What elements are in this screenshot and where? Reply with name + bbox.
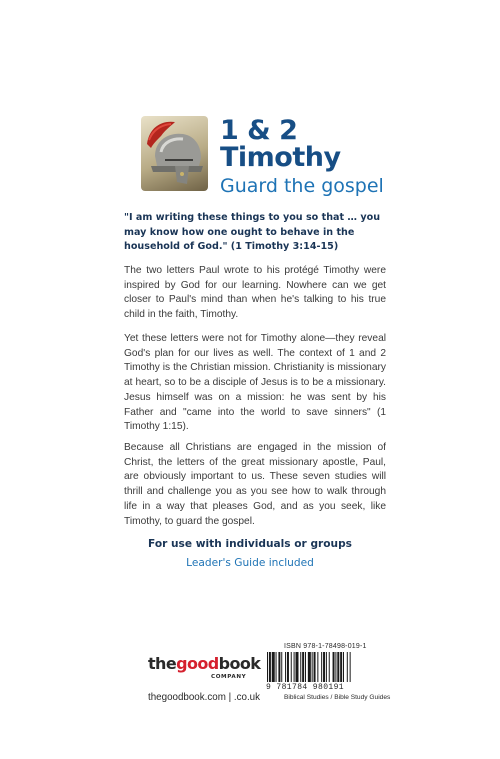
roman-helmet-image [141, 116, 208, 191]
leader-guide-note: Leader's Guide included [186, 557, 314, 569]
barcode-bar [335, 652, 336, 682]
barcode-bar [337, 652, 339, 682]
description-paragraph: Because all Christians are engaged in the mission of Christ, the letters of the great missionary apostle, Paul, are obviously important to us. These seven studies will thrill and challenge you as you see how to walk through life in a way that pleases God, and as you seek, like Timothy, to guard the gospel. [124, 442, 386, 527]
title-number: 1 & 2 [220, 115, 298, 146]
publisher-logo [148, 655, 268, 695]
barcode-bar [285, 652, 286, 682]
logo-the: the [148, 654, 177, 673]
barcode-bar [329, 652, 330, 682]
book-subtitle: Guard the gospel [220, 175, 384, 197]
barcode-bar [333, 652, 335, 682]
barcode-bar [340, 652, 342, 682]
description-paragraph: The two letters Paul wrote to his protégé Timothy were inspired by God for our learning. Nowhere can we get closer to Paul's mind than when he's talking to his true child in the faith, Timothy. [124, 265, 386, 321]
barcode-bar [308, 652, 311, 682]
barcode-bar [269, 652, 271, 682]
barcode-bar [323, 652, 325, 682]
description-paragraph: Yet these letters were not for Timothy alone—they reveal God's plan for our lives as well. The context of 1 and 2 Timothy is the Christian mission. Christianity is missionary at heart, so to be a disciple of Jesus is to be a missionary. Jesus himself was on a mission: he was sent by his Father and "came into the world to save sinners" (1 Timothy 1:15). [124, 333, 386, 433]
logo-book: book [218, 654, 261, 673]
audience-note: For use with individuals or groups [148, 538, 352, 550]
scripture-quote: "I am writing these things to you so that … you may know how one ought to behave in the household of God." (1 Timothy 3:14-15) [124, 212, 381, 252]
barcode-bar [291, 652, 292, 682]
isbn-label: ISBN 978-1-78498-019-1 [284, 643, 367, 650]
barcode-bar [317, 652, 318, 682]
barcode-bar [302, 652, 304, 682]
barcode-bar [267, 652, 268, 682]
barcode-bar [314, 652, 316, 682]
barcode-bar [300, 652, 301, 682]
barcode-bar [305, 652, 306, 682]
barcode-bar [326, 652, 327, 682]
publisher-website: thegoodbook.com | .co.uk [148, 692, 261, 703]
book-title: Timothy [220, 142, 341, 173]
barcode-digits: 9 781784 980191 [266, 683, 345, 692]
barcode-bar [281, 652, 282, 682]
barcode-bar [294, 652, 295, 682]
barcode-bar [347, 652, 348, 682]
logo-good: good [176, 654, 219, 673]
book-category: Biblical Studies / Bible Study Guides [284, 694, 391, 701]
barcode-bar [321, 652, 322, 682]
barcode-bar [278, 652, 280, 682]
barcode-bar [312, 652, 313, 682]
barcode-bar [296, 652, 299, 682]
logo-company: COMPANY [211, 674, 247, 680]
barcode-bar [343, 652, 344, 682]
barcode [267, 652, 365, 682]
barcode-bar [276, 652, 277, 682]
barcode-bar [350, 652, 351, 682]
barcode-bar [287, 652, 289, 682]
barcode-bar [272, 652, 275, 682]
